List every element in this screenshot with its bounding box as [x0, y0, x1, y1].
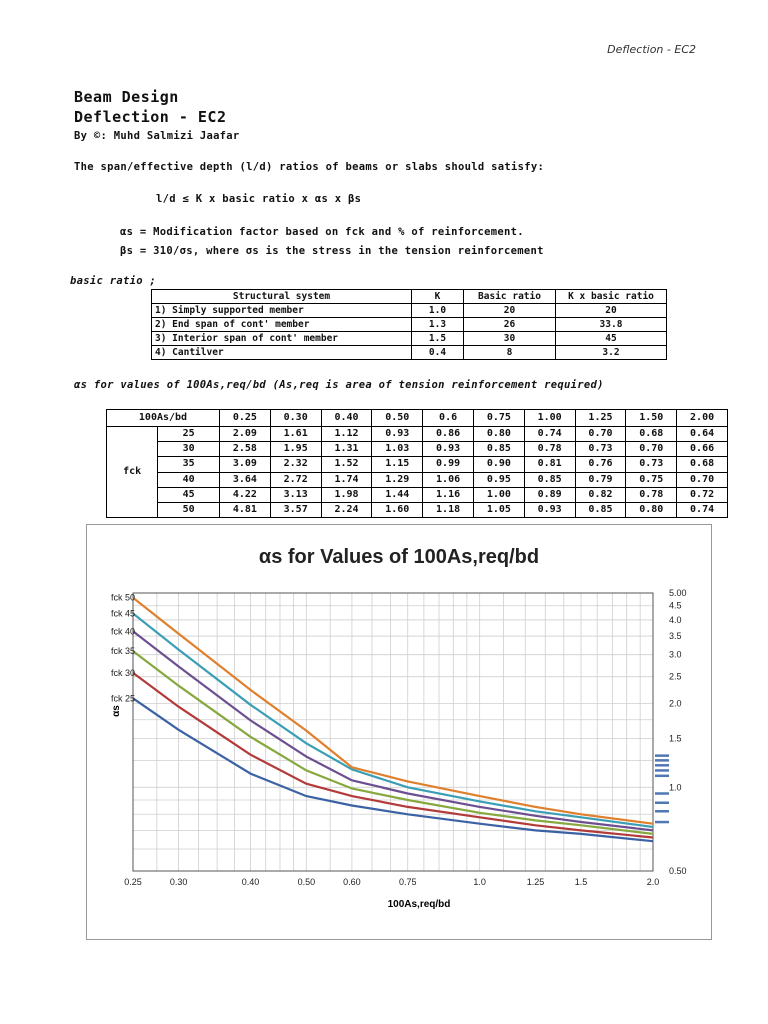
table-cell: 2.09	[220, 427, 271, 442]
table-cell: 2.72	[270, 472, 321, 487]
table-cell: 1) Simply supported member	[152, 304, 412, 318]
x-tick-label: 2.0	[646, 877, 660, 887]
table-cell: 0.73	[626, 457, 677, 472]
table-cell: 0.93	[524, 502, 575, 517]
basic-ratio-table	[151, 289, 667, 360]
x-tick-label: 0.60	[343, 877, 361, 887]
chart-x-axis-label: 100As,req/bd	[387, 899, 451, 910]
table-cell: 3.2	[556, 346, 667, 360]
table-cell: 0.72	[677, 487, 728, 502]
table-header: 0.30	[270, 410, 321, 427]
fck-row-label: fck	[107, 427, 158, 518]
table-header: 0.25	[220, 410, 271, 427]
y-tick-label: 1.0	[669, 782, 682, 793]
table-cell: 0.79	[575, 472, 626, 487]
table-cell: 0.80	[626, 502, 677, 517]
series-label: fck 25	[110, 693, 135, 704]
table-cell: 1.00	[473, 487, 524, 502]
y-tick-label: 2.5	[669, 671, 682, 682]
table-header: 1.00	[524, 410, 575, 427]
series-label: fck 40	[110, 626, 135, 637]
table-cell: 2.58	[220, 442, 271, 457]
doc-title: Beam Design	[74, 88, 179, 106]
alpha-chart	[86, 524, 712, 940]
table-cell: 1.29	[372, 472, 423, 487]
table-cell: 1.61	[270, 427, 321, 442]
table-cell: 3.09	[220, 457, 271, 472]
table-cell: 0.93	[423, 442, 474, 457]
table-cell: 0.78	[524, 442, 575, 457]
table-cell: 0.81	[524, 457, 575, 472]
table-cell: 1.16	[423, 487, 474, 502]
table-row	[107, 442, 728, 457]
table-cell: 3.13	[270, 487, 321, 502]
table-cell: 1.44	[372, 487, 423, 502]
author-name: : Muhd Salmizi Jaafar	[100, 130, 240, 142]
table-cell: 3.57	[270, 502, 321, 517]
table-cell: 30	[158, 442, 220, 457]
table-cell: 0.64	[677, 427, 728, 442]
table-cell: 0.82	[575, 487, 626, 502]
table-cell: 50	[158, 502, 220, 517]
table-header: Basic ratio	[464, 290, 556, 304]
x-tick-label: 0.75	[398, 877, 417, 887]
chart-y-axis-label: αs	[111, 705, 122, 717]
table-header: K	[412, 290, 464, 304]
y-tick-label: 0.50	[669, 866, 687, 876]
series-label: fck 35	[110, 646, 135, 657]
table-cell: 0.93	[372, 427, 423, 442]
table-cell: 1.05	[473, 502, 524, 517]
series-line	[133, 651, 653, 834]
table-header: 1.25	[575, 410, 626, 427]
running-header: Deflection - EC2	[607, 43, 696, 56]
table-cell: 2.24	[321, 502, 372, 517]
series-label: fck 45	[110, 608, 135, 619]
y-tick-label: 4.5	[669, 600, 682, 611]
y-tick-label: 5.00	[669, 588, 687, 598]
x-tick-label: 1.0	[473, 877, 486, 887]
table-cell: 26	[464, 318, 556, 332]
x-tick-label: 1.25	[526, 877, 545, 887]
author-line	[74, 130, 240, 142]
alpha-table	[106, 409, 728, 518]
table-cell: 4.22	[220, 487, 271, 502]
series-label: fck 30	[110, 667, 135, 678]
y-tick-label: 3.0	[669, 649, 682, 660]
table-cell: 0.66	[677, 442, 728, 457]
table-cell: 20	[556, 304, 667, 318]
table-cell: 45	[556, 332, 667, 346]
table-cell: 1.03	[372, 442, 423, 457]
table-header: 1.50	[626, 410, 677, 427]
table-cell: 1.60	[372, 502, 423, 517]
table-cell: 0.68	[626, 427, 677, 442]
table-cell: 8	[464, 346, 556, 360]
table-cell: 3.64	[220, 472, 271, 487]
table-cell: 0.4	[412, 346, 464, 360]
table-header: 0.40	[321, 410, 372, 427]
table-cell: 4) Cantilver	[152, 346, 412, 360]
table-header-row	[152, 290, 667, 304]
x-tick-label: 0.50	[297, 877, 316, 887]
table-cell: 1.15	[372, 457, 423, 472]
table-header: 0.50	[372, 410, 423, 427]
table-header-row	[107, 410, 728, 427]
table-cell: 40	[158, 472, 220, 487]
table-cell: 0.85	[524, 472, 575, 487]
table-cell: 0.70	[677, 472, 728, 487]
table-cell: 25	[158, 427, 220, 442]
chart-title: αs for Values of 100As,req/bd	[258, 546, 540, 568]
table-cell: 2.32	[270, 457, 321, 472]
x-tick-label: 0.30	[169, 877, 188, 887]
table-cell: 20	[464, 304, 556, 318]
table-cell: 1.52	[321, 457, 372, 472]
table-cell: 1.12	[321, 427, 372, 442]
table-cell: 0.68	[677, 457, 728, 472]
table-corner-header: 100As/bd	[107, 410, 220, 427]
table-row	[107, 487, 728, 502]
x-tick-label: 0.25	[124, 877, 142, 887]
table-row	[152, 346, 667, 360]
table-cell: 1.95	[270, 442, 321, 457]
table-header: 0.6	[423, 410, 474, 427]
table-cell: 0.73	[575, 442, 626, 457]
table-cell: 45	[158, 487, 220, 502]
table-cell: 1.06	[423, 472, 474, 487]
table-cell: 33.8	[556, 318, 667, 332]
table-cell: 0.89	[524, 487, 575, 502]
table-cell: 0.74	[524, 427, 575, 442]
table-cell: 0.78	[626, 487, 677, 502]
table-header: 0.75	[473, 410, 524, 427]
table-cell: 4.81	[220, 502, 271, 517]
table-cell: 35	[158, 457, 220, 472]
table-cell: 0.80	[473, 427, 524, 442]
y-tick-label: 1.5	[669, 733, 682, 744]
intro-text: The span/effective depth (l/d) ratios of beams or slabs should satisfy:	[74, 161, 545, 173]
table-cell: 30	[464, 332, 556, 346]
series-line	[133, 631, 653, 830]
author-prefix: By	[74, 130, 88, 142]
table-cell: 1.31	[321, 442, 372, 457]
table-cell: 0.90	[473, 457, 524, 472]
table-cell: 0.85	[575, 502, 626, 517]
table-cell: 1.98	[321, 487, 372, 502]
x-tick-label: 0.40	[241, 877, 260, 887]
table-row	[107, 502, 728, 517]
beta-definition: βs = 310/σs, where σs is the stress in the tension reinforcement	[120, 245, 544, 257]
table-row	[152, 318, 667, 332]
table-cell: 2) End span of cont' member	[152, 318, 412, 332]
series-line	[133, 614, 653, 828]
y-tick-label: 3.5	[669, 631, 682, 642]
table-row	[107, 472, 728, 487]
table-cell: 0.86	[423, 427, 474, 442]
y-tick-label: 4.0	[669, 614, 682, 625]
series-label: fck 50	[110, 592, 135, 603]
table-cell: 0.70	[626, 442, 677, 457]
alpha-table-caption: αs for values of 100As,req/bd (As,req is area of tension reinforcement required)	[74, 379, 604, 391]
table-cell: 0.70	[575, 427, 626, 442]
formula: l/d ≤ K x basic ratio x αs x βs	[156, 193, 362, 205]
table-cell: 1.0	[412, 304, 464, 318]
table-cell: 3) Interior span of cont' member	[152, 332, 412, 346]
y-tick-label: 2.0	[669, 698, 682, 709]
table-cell: 0.74	[677, 502, 728, 517]
table-row	[107, 457, 728, 472]
table-row	[152, 304, 667, 318]
doc-subtitle: Deflection - EC2	[74, 108, 227, 126]
table-row	[107, 427, 728, 442]
table-cell: 1.5	[412, 332, 464, 346]
table-cell: 0.75	[626, 472, 677, 487]
table-header: 2.00	[677, 410, 728, 427]
table-header: K x basic ratio	[556, 290, 667, 304]
table-row	[152, 332, 667, 346]
x-tick-label: 1.5	[574, 877, 588, 887]
table-header: Structural system	[152, 290, 412, 304]
table-cell: 0.85	[473, 442, 524, 457]
table-cell: 1.74	[321, 472, 372, 487]
table-cell: 0.95	[473, 472, 524, 487]
table-cell: 1.3	[412, 318, 464, 332]
basic-ratio-label: basic ratio ;	[70, 275, 157, 287]
table-cell: 1.18	[423, 502, 474, 517]
copyright-icon: ©	[93, 130, 101, 142]
table-cell: 0.76	[575, 457, 626, 472]
table-cell: 0.99	[423, 457, 474, 472]
alpha-definition: αs = Modification factor based on fck and % of reinforcement.	[120, 226, 524, 238]
alpha-chart-svg	[87, 525, 711, 939]
